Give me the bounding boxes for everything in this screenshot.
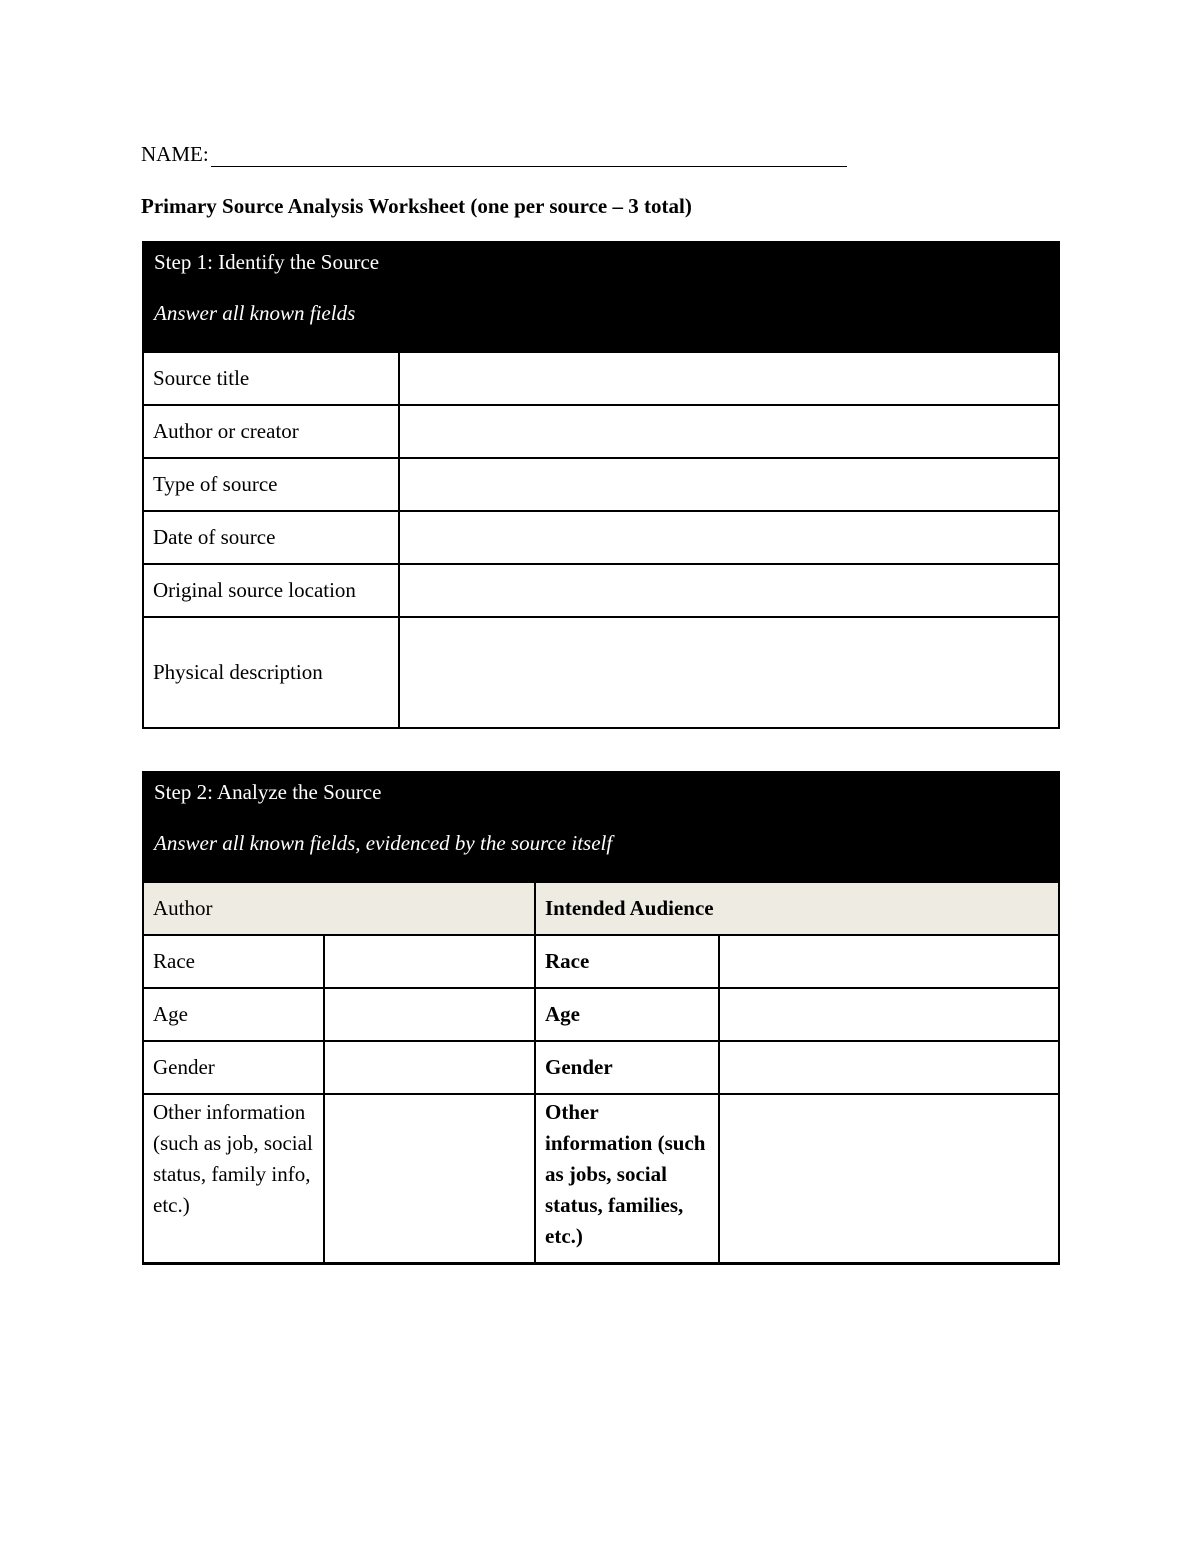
name-label: NAME:: [141, 142, 209, 166]
field-label-date-of-source: Date of source: [143, 511, 399, 564]
author-gender-input[interactable]: [324, 1041, 535, 1094]
audience-race-input[interactable]: [719, 935, 1059, 988]
audience-age-label: Age: [535, 988, 719, 1041]
audience-other-info-label: Other information (such as jobs, social status, families, etc.): [535, 1094, 719, 1264]
author-other-info-label: Other information (such as job, social status, family info, etc.): [143, 1094, 324, 1264]
name-field: [141, 142, 847, 167]
table-row: [143, 988, 1059, 1041]
author-age-input[interactable]: [324, 988, 535, 1041]
field-input-author-creator[interactable]: [399, 405, 1059, 458]
step2-header: [143, 772, 1059, 882]
author-race-input[interactable]: [324, 935, 535, 988]
field-input-source-title[interactable]: [399, 352, 1059, 405]
audience-gender-input[interactable]: [719, 1041, 1059, 1094]
table-row: [143, 1041, 1059, 1094]
name-blank-line[interactable]: [211, 144, 847, 167]
author-gender-label: Gender: [143, 1041, 324, 1094]
field-input-type-of-source[interactable]: [399, 458, 1059, 511]
field-input-physical-description[interactable]: [399, 617, 1059, 728]
worksheet-title: Primary Source Analysis Worksheet (one per source – 3 total): [141, 194, 692, 218]
table-row: [143, 405, 1059, 458]
audience-gender-label: Gender: [535, 1041, 719, 1094]
step2-instruction: Answer all known fields, evidenced by the source itself: [154, 831, 613, 855]
field-label-author-creator: Author or creator: [143, 405, 399, 458]
author-age-label: Age: [143, 988, 324, 1041]
table-row: [143, 617, 1059, 728]
step1-instruction: Answer all known fields: [154, 301, 356, 325]
table-row: [143, 511, 1059, 564]
audience-age-input[interactable]: [719, 988, 1059, 1041]
audience-race-label: Race: [535, 935, 719, 988]
audience-section-heading: Intended Audience: [535, 882, 1059, 935]
field-label-type-of-source: Type of source: [143, 458, 399, 511]
step1-heading: Step 1: Identify the Source: [154, 250, 380, 274]
step1-header: [143, 242, 1059, 352]
field-label-original-location: Original source location: [143, 564, 399, 617]
field-label-physical-description: Physical description: [143, 617, 399, 728]
field-input-date-of-source[interactable]: [399, 511, 1059, 564]
table-row: [143, 458, 1059, 511]
step2-heading: Step 2: Analyze the Source: [154, 780, 382, 804]
step1-table: [142, 241, 1060, 729]
audience-other-info-input[interactable]: [719, 1094, 1059, 1264]
author-other-info-input[interactable]: [324, 1094, 535, 1264]
field-label-source-title: Source title: [143, 352, 399, 405]
author-section-heading: Author: [143, 882, 535, 935]
table-row: [143, 352, 1059, 405]
table-row: [143, 935, 1059, 988]
table-row: [143, 564, 1059, 617]
field-input-original-location[interactable]: [399, 564, 1059, 617]
table-row: [143, 1094, 1059, 1264]
step2-table: [142, 771, 1060, 1265]
author-race-label: Race: [143, 935, 324, 988]
